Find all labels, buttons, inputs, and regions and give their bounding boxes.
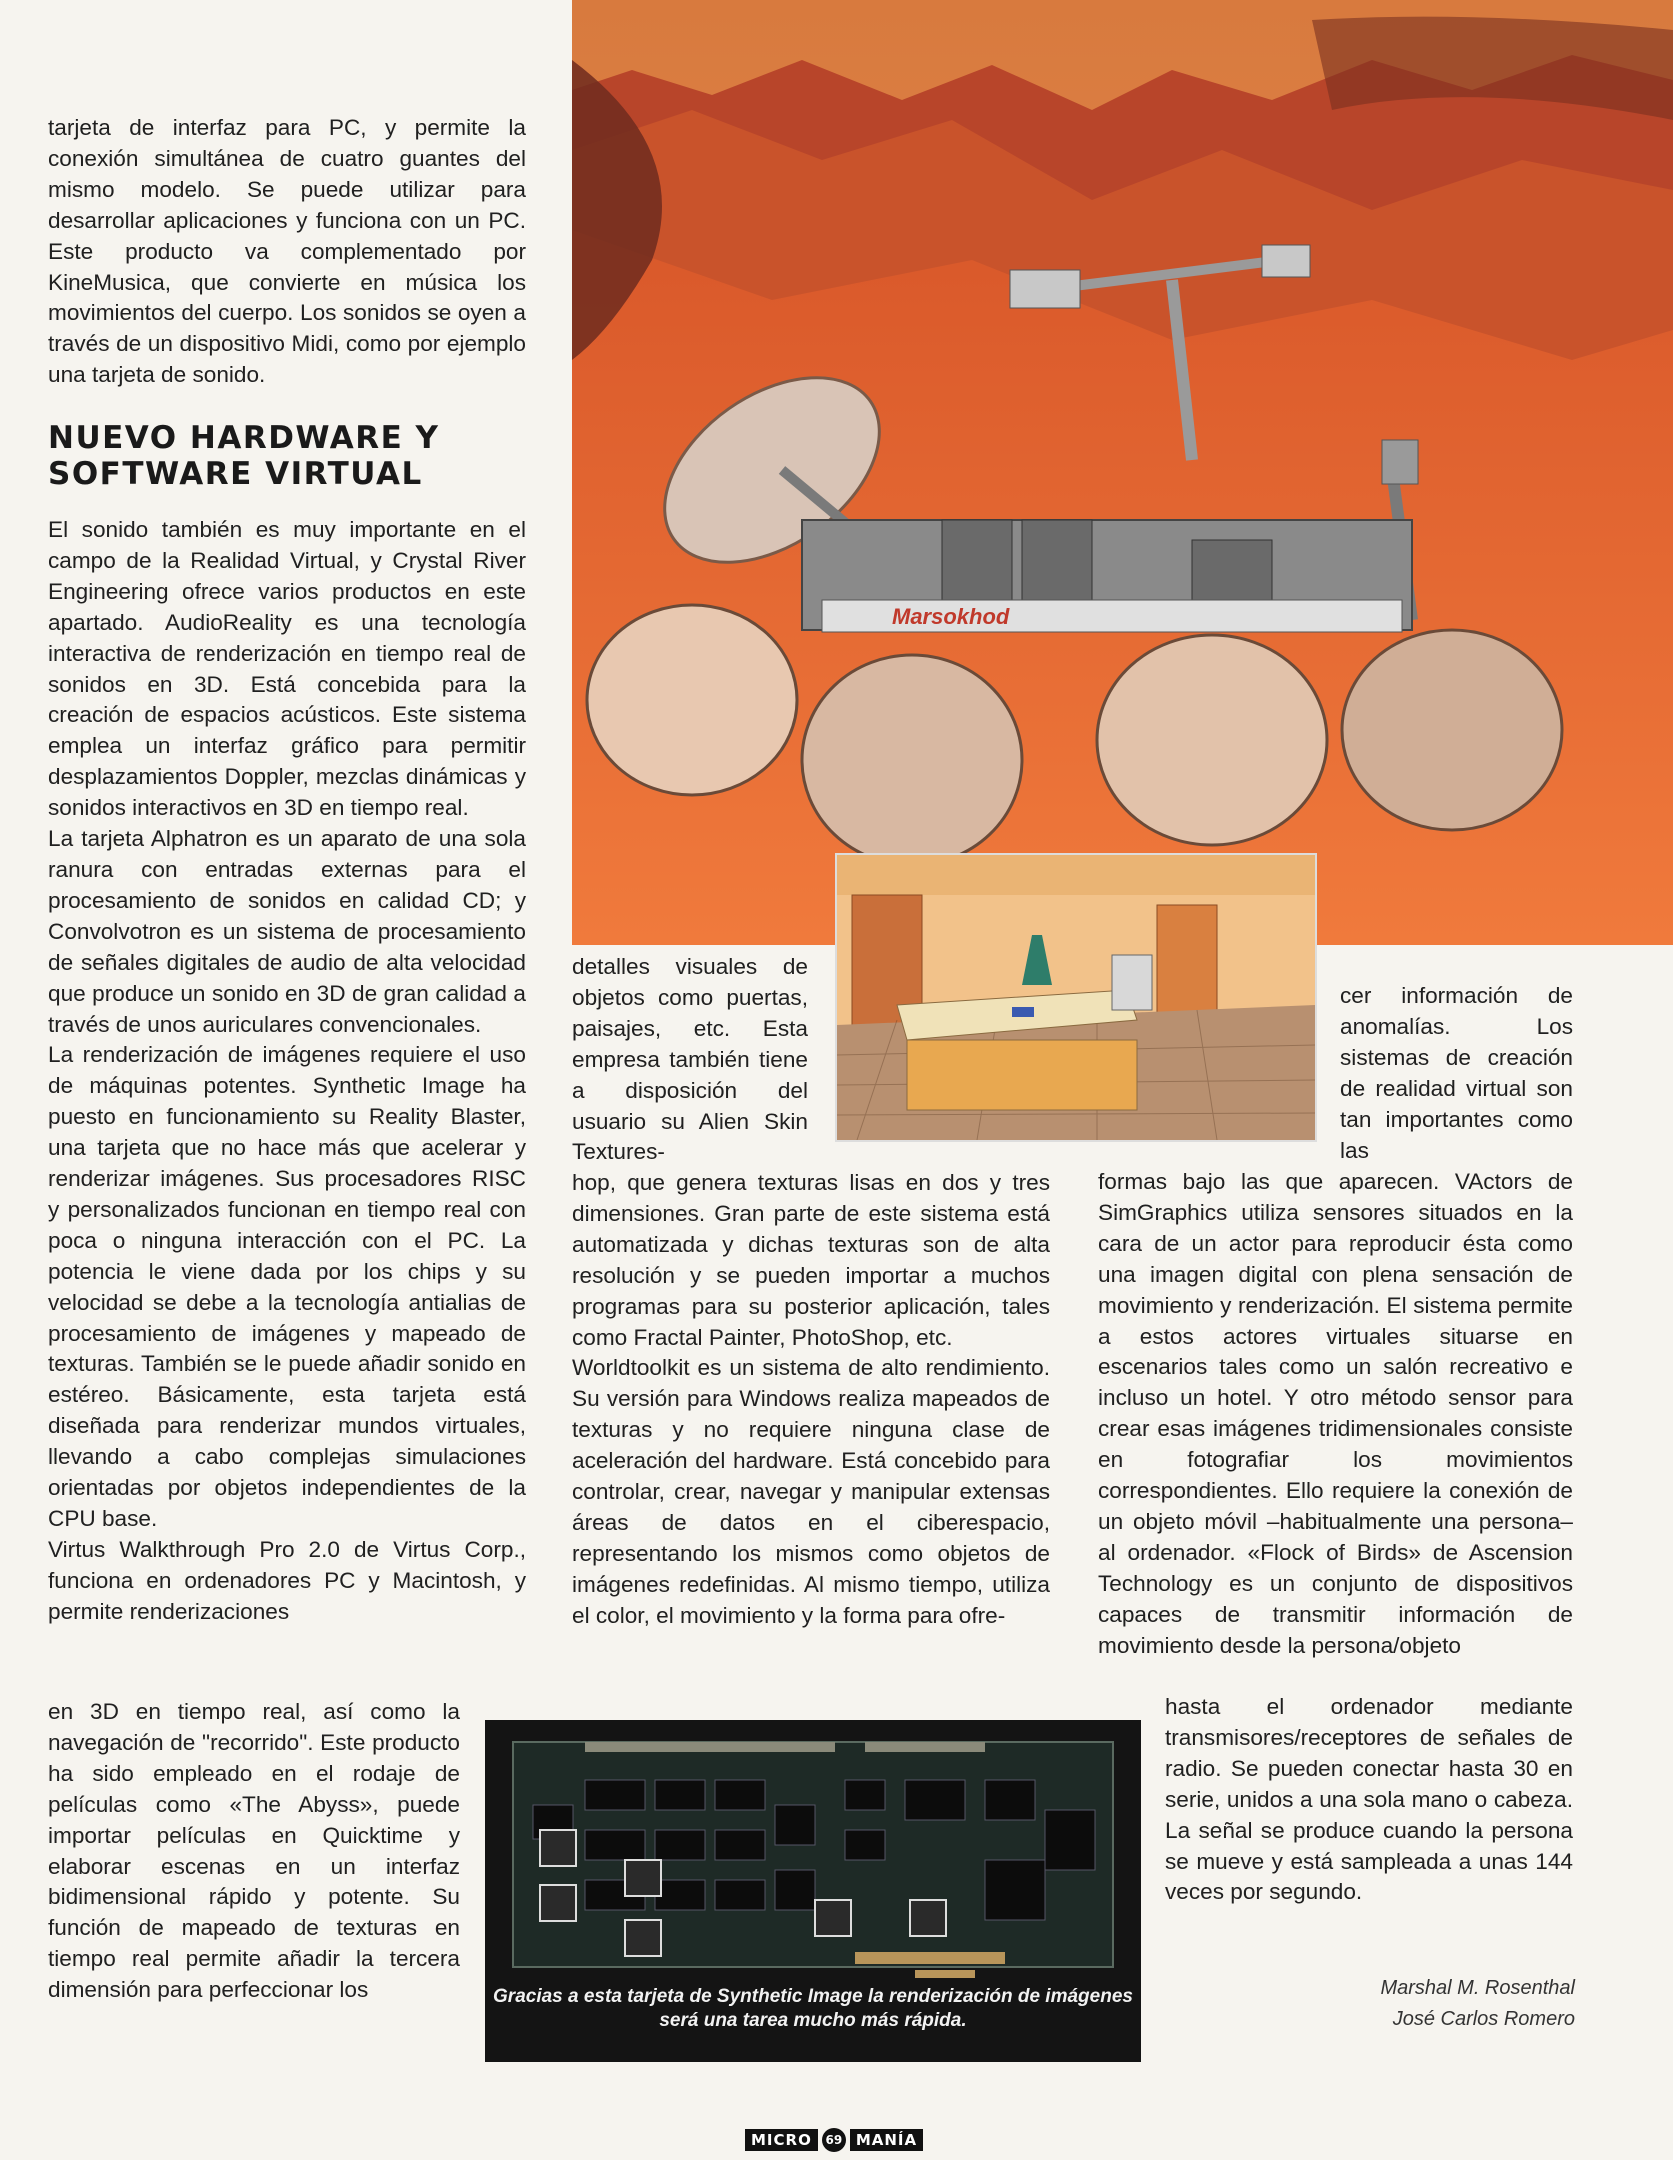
page-footer	[745, 2127, 923, 2153]
intro-paragraph: tarjeta de interfaz para PC, y permite la conexión simultánea de cuatro guantes del mismo modelo. Se puede utilizar para desarrollar aplicaciones y funciona con un PC. Este producto va complementado por KineMusica, que convierte en música los movimientos del cuerpo. Los sonidos se oyen a través de un dispositivo Midi, como por ejemplo una tarjeta de sonido.	[48, 115, 526, 388]
synthetic-image-board-photo	[485, 1720, 1141, 2062]
right-column-body: formas bajo las que aparecen. VActors de SimGraphics utiliza sensores situados en la cara de un actor para reproducir ésta como una imagen digital con plena sensación de movimiento y renderización. El sistema permite a estos actores virtuales situarse en escenarios tales como un salón recreativo e incluso un hotel. Y otro método sensor para crear esas imágenes tridimensionales consiste en fotografiar los movimientos correspondientes. Ello requiere la conexión de un objeto móvil –habitualmente una persona– al ordenador. «Flock of Birds» de Ascension Technology es un conjunto de dispositivos capaces de transmitir información de movimiento desde la persona/objeto	[1098, 1169, 1573, 1658]
paragraph-alien-skin: hop, que genera texturas lisas en dos y tres dimensiones. Gran parte de este sistema está automatizada y dichas texturas son de alta resolución y se pueden importar a muchos programas para su posterior aplicación, tales como Fractal Painter, PhotoShop, etc.	[572, 1170, 1050, 1350]
paragraph-virtus: Virtus Walkthrough Pro 2.0 de Virtus Corp., funciona en ordenadores PC y Macintosh, y permite renderizaciones	[48, 1536, 526, 1624]
paragraph-audio: El sonido también es muy importante en el campo de la Realidad Virtual, y Crystal River Engineering ofrece varios productos en este apartado. AudioReality es una tecnología interactiva de renderización en tiempo real de sonidos en 3D. Está concebida para la creación de espacios acústicos. Este sistema emplea un interfaz gráfico para permitir desplazamientos Doppler, mezclas dinámicas y sonidos interactivos en 3D en tiempo real.	[48, 517, 526, 821]
left-column-body	[48, 515, 526, 1628]
middle-column-body	[572, 1168, 1050, 1632]
paragraph-worldtoolkit: Worldtoolkit es un sistema de alto rendimiento. Su versión para Windows realiza mapeados de texturas y no requiere ninguna clase de aceleración del hardware. Está concebido para controlar, crear, navegar y manipular extensas áreas de datos en el ciberespacio, representando los mismos como objetos de imágenes redefinidas. Al mismo tiempo, utiliza el color, el movimiento y la forma para ofre-	[572, 1355, 1050, 1628]
magazine-name-right: MANÍA	[850, 2129, 923, 2151]
paragraph-synthetic-image: La renderización de imágenes requiere el uso de máquinas potentes. Synthetic Image ha puesto en funcionamiento su Reality Blaster, una tarjeta que no hace más que acelerar y renderizar imágenes. Sus procesadores RISC y personalizados funcionan en tiempo real con poca o ninguna interacción con el PC. La potencia le viene dada por los chips y su velocidad se debe a la tecnología antialias de procesamiento de imágenes y mapeado de texturas. También se le puede añadir sonido en estéreo. Básicamente, esta tarjeta está diseñada para renderizar mundos virtuales, llevando a cabo complejas simulaciones orientadas por objetos independientes de la CPU base.	[48, 1042, 526, 1531]
paragraph-alphatron: La tarjeta Alphatron es un aparato de una sola ranura con entradas externas para el procesamiento de sonidos en calidad CD; y Convolvotron es un sistema de procesamiento de señales digitales de audio de alta velocidad que produce un sonido en 3D de gran calidad a través de unos auriculares convencionales.	[48, 826, 526, 1037]
magazine-name-left: MICRO	[745, 2129, 818, 2151]
board-caption: Gracias a esta tarjeta de Synthetic Image la renderización de imágenes será una tarea mucho más rápida.	[493, 1986, 1133, 2031]
paragraph-virtus-cont: en 3D en tiempo real, así como la navegación de "recorrido". Este producto ha sido empleado en el rodaje de películas como «The Abyss», puede importar películas en Quicktime y elaborar escenas en un interfaz bidimensional rápido y potente. Su función de mapeado de texturas en tiempo real permite añadir la tercera dimensión para perfeccionar los	[48, 1699, 460, 2003]
middle-narrow-paragraph: detalles visuales de objetos como puertas, paisajes, etc. Esta empresa también tiene a disposición del usuario su Alien Skin Textures-	[572, 954, 808, 1165]
page-number: 69	[822, 2128, 846, 2152]
section-heading: NUEVO HARDWARE Y SOFTWARE VIRTUAL	[48, 420, 440, 492]
right-indented-paragraph: hasta el ordenador mediante transmisores/receptores de señales de radio. Se pueden conectar hasta 30 en serie, unidos a una sola mano o cabeza. La señal se produce cuando la persona se mueve y está sampleada a unas 144 veces por segundo.	[1165, 1694, 1573, 1905]
author-signature	[1175, 1973, 1575, 2035]
rover-label: Marsokhod	[892, 604, 1010, 629]
author-name: José Carlos Romero	[1392, 2008, 1575, 2030]
mars-rover-image	[572, 0, 1673, 945]
right-narrow-paragraph: cer información de anomalías. Los sistemas de creación de realidad virtual son tan importantes como las	[1340, 983, 1573, 1163]
author-name: Marshal M. Rosenthal	[1380, 1977, 1575, 1999]
virtual-room-image	[835, 853, 1317, 1142]
